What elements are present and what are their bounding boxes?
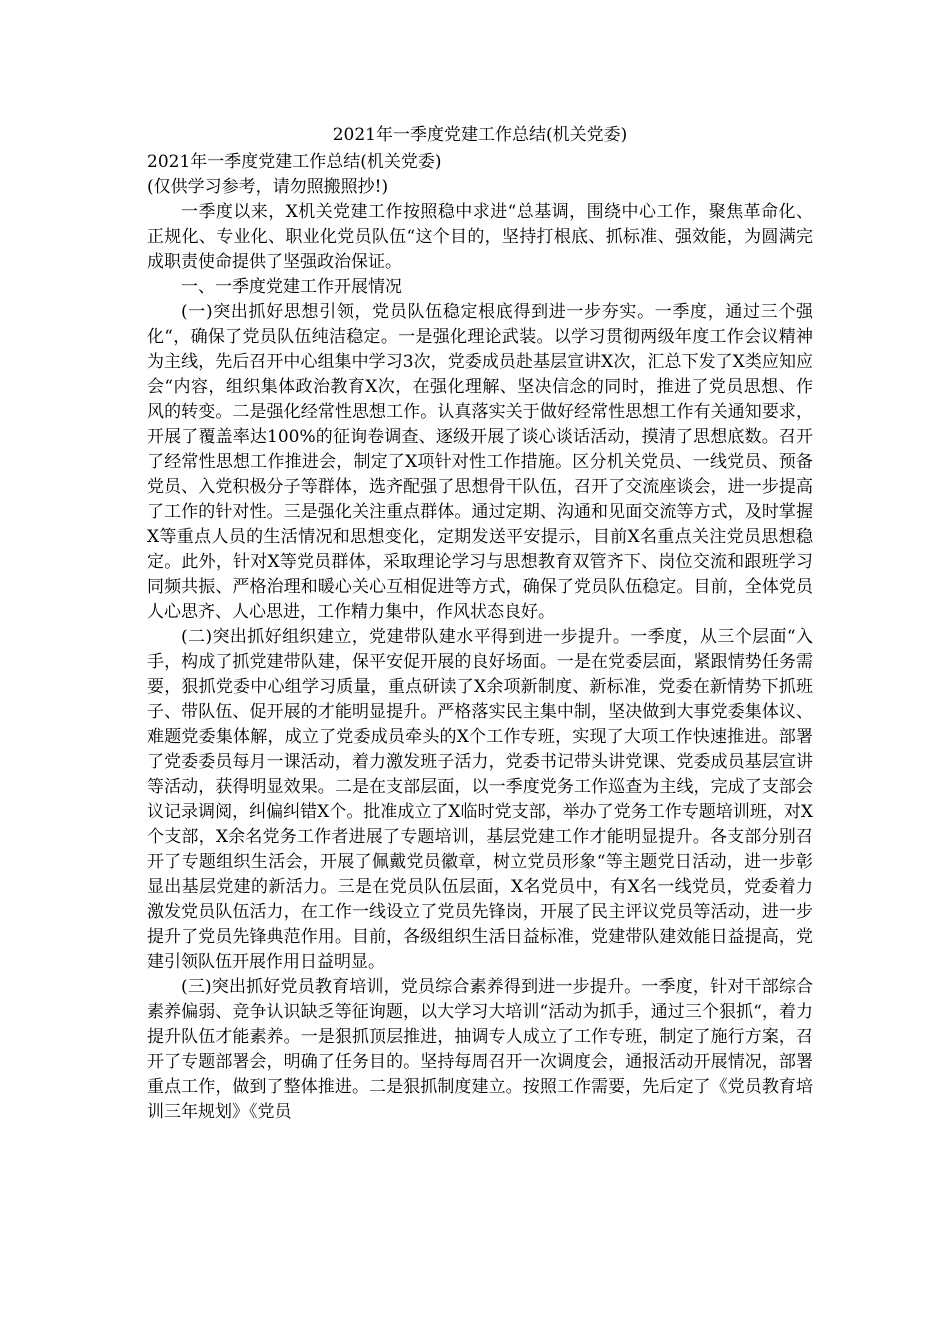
document-page [147,120,813,1125]
section-heading: 一、一季度党建工作开展情况 [181,277,402,297]
body-paragraph-3: (三)突出抓好党员教育培训，党员综合素养得到进一步提升。一季度，针对干部综合素养偏弱、竞争认识缺乏等征询题，以大学习大培训“活动为抓手，通过三个狠抓“，着力提升队伍才能素养。一是狠抓顶层推进，抽调专人成立了工作专班，制定了施行方案，召开了专题部署会，明确了任务目的。坚持每周召开一次调度会，通报活动开展情况，部署重点工作，做到了整体推进。二是狠抓制度建立。按照工作需要，先后定了《党员教育培训三年规划》《党员 [147,977,813,1122]
document-title: 2021年一季度党建工作总结(机关党委) [332,125,628,145]
body-paragraph-1: (一)突出抓好思想引领，党员队伍稳定根底得到进一步夯实。一季度，通过三个强化“，确保了党员队伍纯洁稳定。一是强化理论武装。以学习贯彻两级年度工作会议精神为主线，先后召开中心组集中学习3次，党委成员赴基层宣讲X次，汇总下发了X类应知应会“内容，组织集体政治教育X次，在强化理解、坚决信念的同时，推进了党员思想、作风的转变。二是强化经常性思想工作。认真落实关于做好经常性思想工作有关通知要求，开展了覆盖率达100%的征询卷调查、逐级开展了谈心谈话活动，摸清了思想底数。召开了经常性思想工作推进会，制定了X项针对性工作措施。区分机关党员、一线党员、预备党员、入党积极分子等群体，选齐配强了思想骨干队伍，召开了交流座谈会，进一步提高了工作的针对性。三是强化关注重点群体。通过定期、沟通和见面交流等方式，及时掌握X等重点人员的生活情况和思想变化，定期发送平安提示，目前X名重点关注党员思想稳定。此外，针对X等党员群体，采取理论学习与思想教育双管齐下、岗位交流和跟班学习同频共振、严格治理和暖心关心互相促进等方式，确保了党员队伍稳定。目前，全体党员人心思齐、人心思进，工作精力集中，作风状态良好。 [147,302,813,622]
document-note: (仅供学习参考，请勿照搬照抄!) [147,177,389,197]
body-paragraph-2: (二)突出抓好组织建立，党建带队建水平得到进一步提升。一季度，从三个层面“入手，构成了抓党建带队建，保平安促开展的良好场面。一是在党委层面，紧跟情势任务需要，狠抓党委中心组学习质量，重点研读了X余项新制度、新标准，党委在新情势下抓班子、带队伍、促开展的才能明显提升。严格落实民主集中制，坚决做到大事党委集体议、难题党委集体解，成立了党委成员牵头的X个工作专班，实现了大项工作快速推进。部署了党委委员每月一课活动，着力激发班子活力，党委书记带头讲党课、党委成员基层宣讲等活动，获得明显效果。二是在支部层面，以一季度党务工作巡查为主线，完成了支部会议记录调阅，纠偏纠错X个。批准成立了X临时党支部，举办了党务工作专题培训班，对X个支部，X余名党务工作者进展了专题培训，基层党建工作才能明显提升。各支部分别召开了专题组织生活会，开展了佩戴党员徽章，树立党员形象“等主题党日活动，进一步彰显出基层党建的新活力。三是在党员队伍层面，X名党员中，有X名一线党员，党委着力激发党员队伍活力，在工作一线设立了党员先锋岗，开展了民主评议党员等活动，进一步提升了党员先锋典范作用。目前，各级组织生活日益标准，党建带队建效能日益提高，党建引领队伍开展作用日益明显。 [147,627,813,972]
document-subtitle: 2021年一季度党建工作总结(机关党委) [147,152,442,172]
intro-paragraph: 一季度以来，X机关党建工作按照稳中求进“总基调，围绕中心工作，聚焦革命化、正规化、专业化、职业化党员队伍“这个目的，坚持打根底、抓标准、强效能，为圆满完成职责使命提供了坚强政治保证。 [147,202,813,272]
